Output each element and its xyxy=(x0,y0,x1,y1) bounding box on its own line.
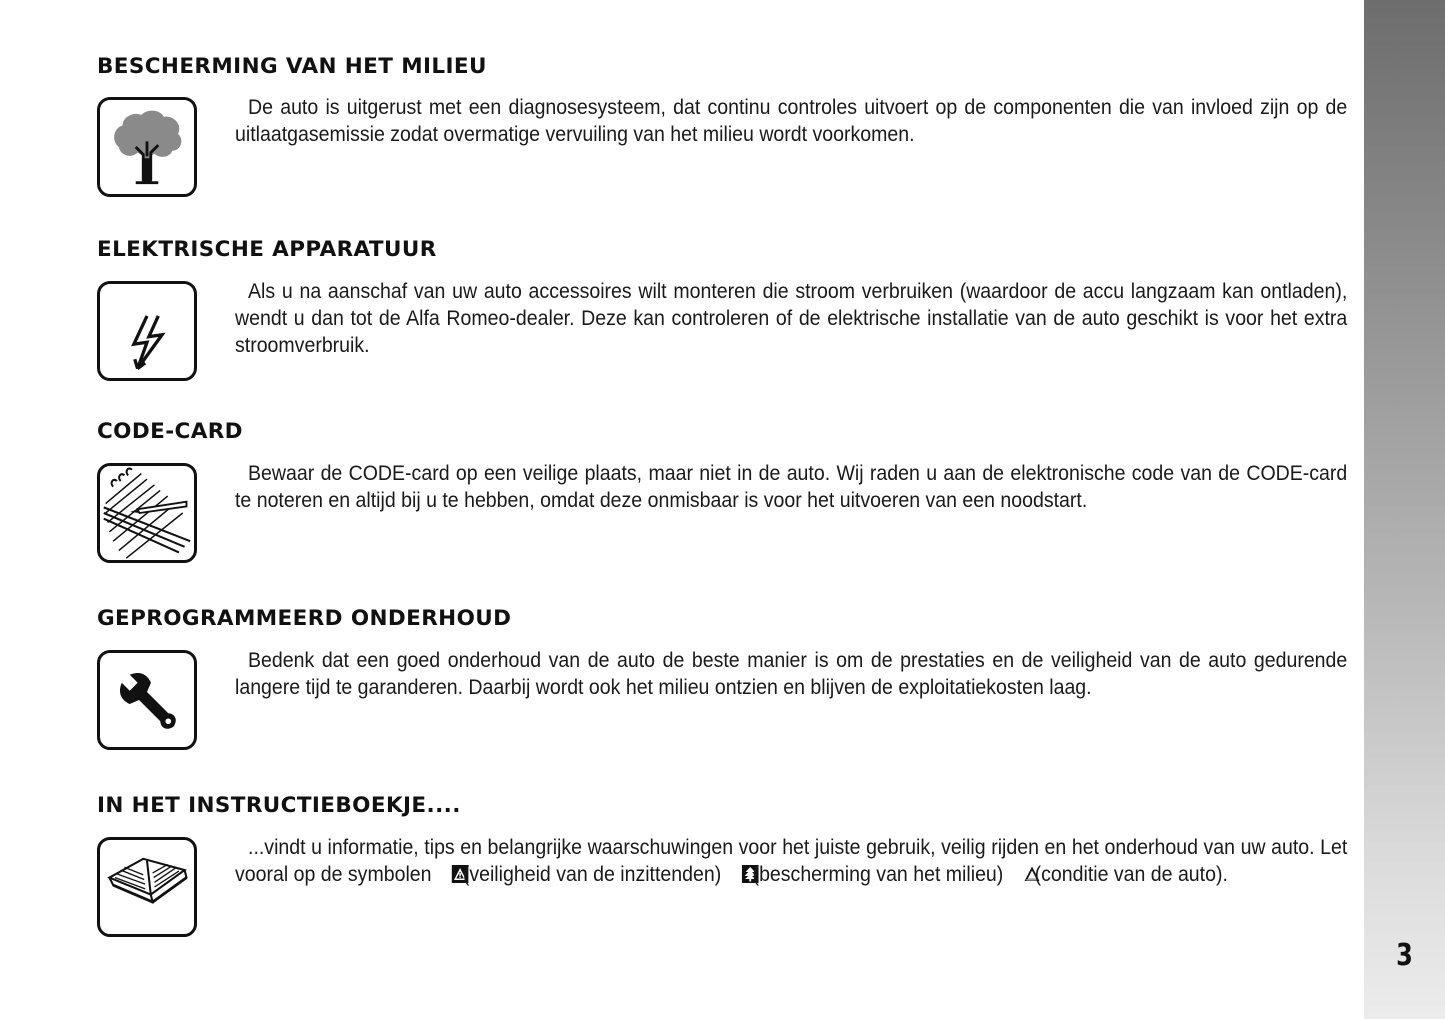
section-title-elektrisch: ELEKTRISCHE APPARATUUR xyxy=(97,237,437,262)
tree-boxed-icon xyxy=(729,863,746,881)
wrench-icon xyxy=(97,650,197,750)
instructie-text-part2: (veiligheid van de inzittenden) xyxy=(462,863,722,886)
section-title-onderhoud: GEPROGRAMMEERD ONDERHOUD xyxy=(97,606,512,631)
page-number: 3 xyxy=(1396,938,1413,973)
section-text-milieu: De auto is uitgerust met een diagnosesysteem, dat continu controles uitvoert op de componenten die van invloed zijn op de uitlaatgasemissie zodat overmatige vervuiling van het milieu wordt voorkomen. xyxy=(235,96,1348,146)
section-text-code-card: Bewaar de CODE-card op een veilige plaats, maar niet in de auto. Wij raden u aan de elektronische code van de CODE-card te noteren en altijd bij u te hebben, omdat deze onmisbaar is voor het uitvoeren van een noodstart. xyxy=(235,462,1348,512)
open-book-icon xyxy=(97,837,197,937)
instructie-text-part3: (bescherming van het milieu) xyxy=(752,863,1004,886)
section-text-instructieboekje xyxy=(235,834,1347,888)
section-title-instructieboekje: IN HET INSTRUCTIEBOEKJE.... xyxy=(97,793,461,818)
instructie-text-part4: (conditie van de auto). xyxy=(1034,863,1228,886)
section-title-code-card: CODE-CARD xyxy=(97,419,243,444)
warning-triangle-icon xyxy=(1011,863,1028,881)
section-text-onderhoud: Bedenk dat een goed onderhoud van de auto de beste manier is om de prestaties en de veiligheid van de auto gedurende langere tijd te garanderen. Daarbij wordt ook het milieu ontzien en blijven de exploitatiekosten laag. xyxy=(235,649,1348,699)
section-text-elektrisch: Als u na aanschaf van uw auto accessoires wilt monteren die stroom verbruiken (waardoor de accu langzaam kan ontladen), wendt u dan tot de Alfa Romeo-dealer. Deze kan controleren of de elektrische installatie van de auto geschikt is voor het extra stroomverbruik. xyxy=(235,280,1348,357)
warning-triangle-boxed-icon xyxy=(439,863,456,881)
instructie-text-part1: ...vindt u informatie, tips en belangrijke waarschuwingen voor het juiste gebruik, veilig rijden en het onderhoud van uw auto. Let vooral op de symbolen xyxy=(235,836,1348,886)
lightning-icon xyxy=(97,281,197,381)
notebook-pen-icon xyxy=(97,463,197,563)
tree-icon xyxy=(97,97,197,197)
page-side-band xyxy=(1364,0,1445,1019)
section-title-milieu: BESCHERMING VAN HET MILIEU xyxy=(97,54,487,79)
